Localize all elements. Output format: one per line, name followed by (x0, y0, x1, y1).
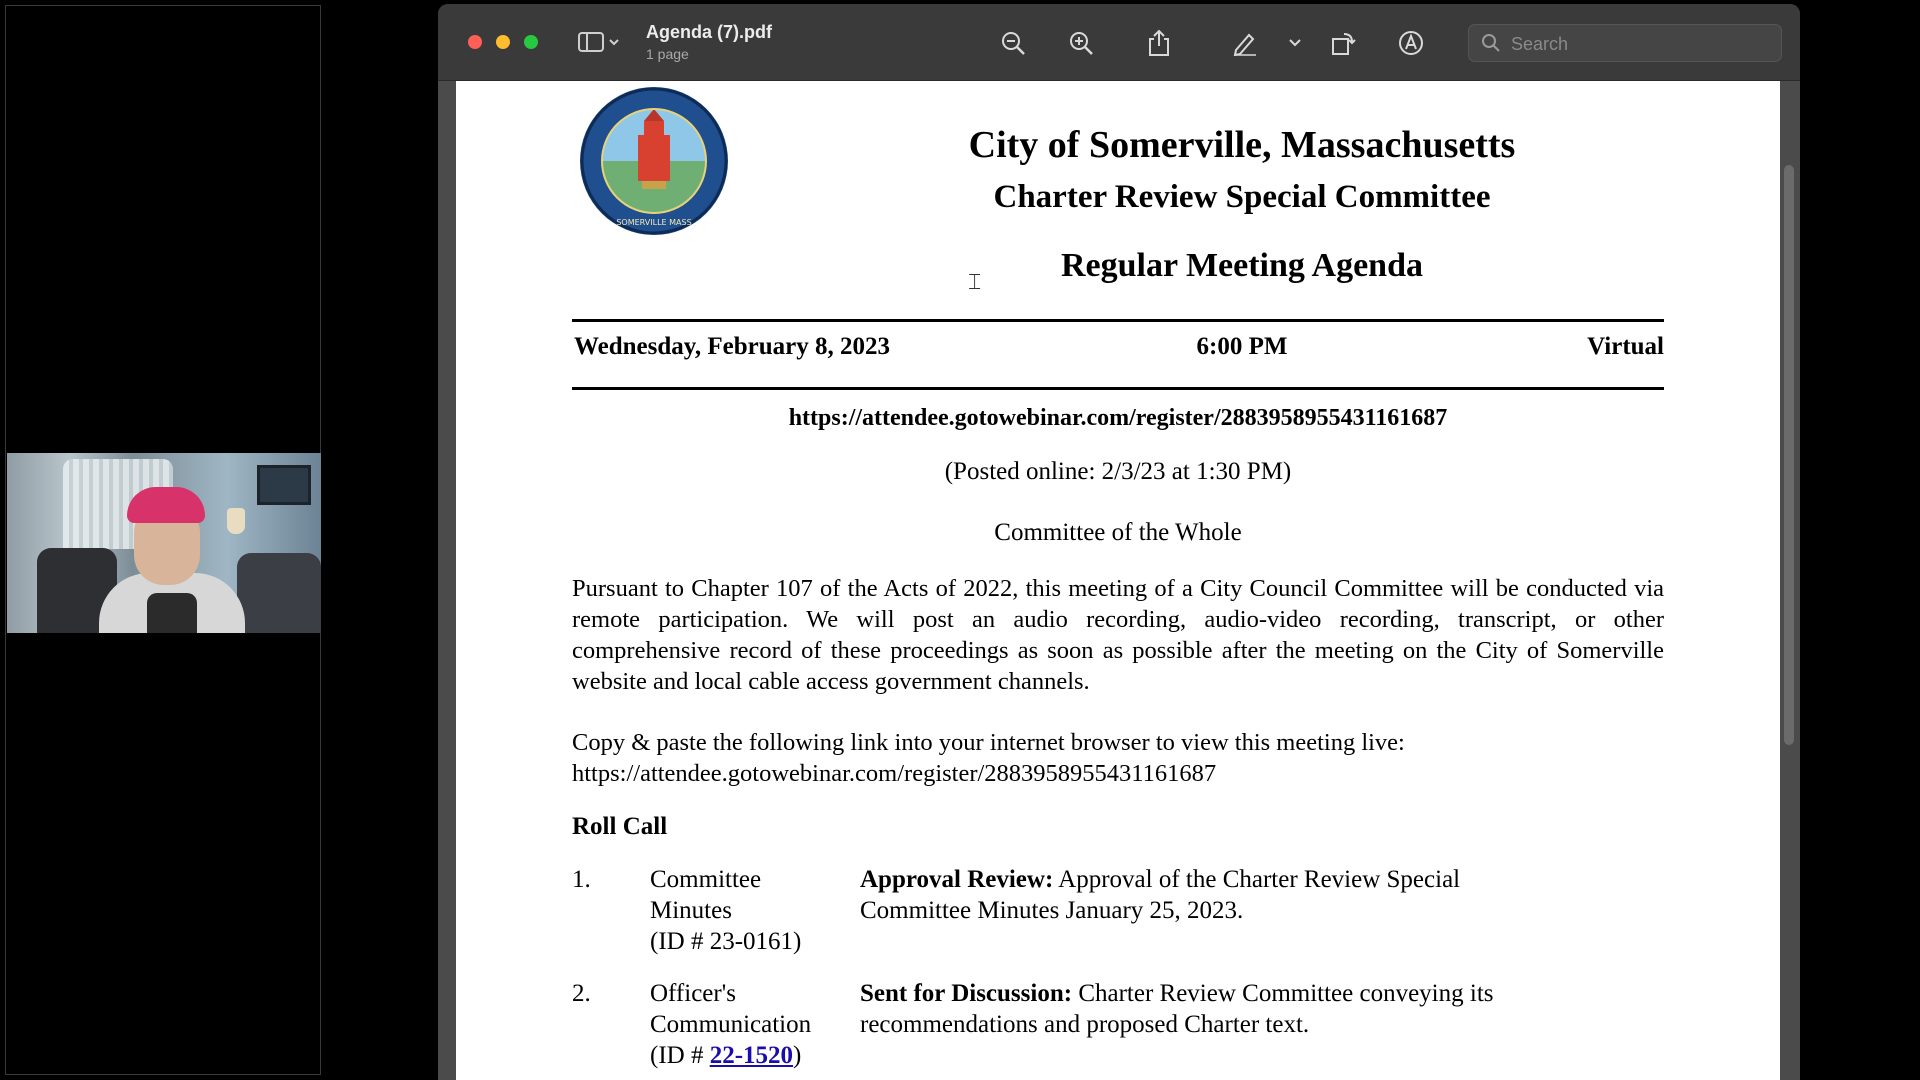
svg-text:SOMERVILLE MASS: SOMERVILLE MASS (616, 218, 692, 227)
maximize-button[interactable] (524, 35, 538, 49)
committee-heading: Charter Review Special Committee (993, 179, 1491, 215)
item-description: Sent for Discussion: Charter Review Committee conveying its recommendations and proposed Charter text. (860, 980, 1494, 1038)
item-type: Officer's Communication (ID # 22-1520) (650, 980, 812, 1069)
close-button[interactable] (468, 35, 482, 49)
rotate-icon[interactable] (1328, 28, 1358, 58)
copy-link-instructions: Copy & paste the following link into your internet browser to view this meeting live: (572, 729, 1405, 756)
divider-bottom (572, 387, 1664, 390)
document-page-count: 1 page (646, 46, 689, 62)
item-number: 2. (572, 980, 591, 1007)
document-viewport[interactable] (438, 81, 1800, 1080)
text-cursor-icon: ⌶ (968, 269, 982, 294)
item-action: Sent for Discussion: (860, 980, 1073, 1007)
item-number: 1. (572, 866, 591, 893)
chevron-down-icon[interactable] (1280, 28, 1310, 58)
posted-note: (Posted online: 2/3/23 at 1:30 PM) (944, 458, 1292, 485)
zoom-out-icon[interactable] (998, 28, 1028, 58)
agenda-heading: Regular Meeting Agenda (1060, 247, 1423, 284)
markup-pen-icon[interactable] (1230, 28, 1260, 58)
sidebar-toggle-icon[interactable] (578, 30, 622, 54)
vertical-scrollbar[interactable] (1784, 165, 1794, 745)
item-id: 23-0161 (709, 928, 794, 955)
preview-window (438, 4, 1800, 1080)
register-url[interactable]: https://attendee.gotowebinar.com/register/2883958955431161687 (788, 405, 1448, 431)
search-input[interactable] (1509, 25, 1773, 63)
roll-call-heading: Roll Call (572, 813, 668, 840)
divider-top (572, 319, 1664, 322)
remote-participation-paragraph: Pursuant to Chapter 107 of the Acts of 2022, this meeting of a City Council Committee will be conducted via remote participation. We will post an audio recording, audio-video recording, transcript, or other comprehensive record of these proceedings as soon as possible after the meeting on the City of Somerville website and local cable access government channels. (572, 575, 1664, 695)
document-title[interactable]: Agenda (7).pdf (646, 22, 772, 42)
zoom-in-icon[interactable] (1066, 28, 1096, 58)
meeting-location: Virtual (1587, 333, 1664, 360)
annotate-icon[interactable] (1396, 28, 1426, 58)
city-heading: City of Somerville, Massachusetts (968, 124, 1516, 166)
title-bar (438, 4, 1800, 81)
webcam-video (7, 453, 321, 633)
item-action: Approval Review: (860, 866, 1054, 893)
item-id-link[interactable]: 22-1520 (709, 1042, 794, 1069)
minimize-button[interactable] (496, 35, 510, 49)
search-icon (1481, 33, 1501, 53)
copy-link-url[interactable]: https://attendee.gotowebinar.com/register/2883958955431161687 (572, 760, 1217, 787)
committee-of-whole: Committee of the Whole (994, 519, 1242, 546)
item-type: Committee Minutes (ID # 23-0161) (650, 866, 802, 955)
share-icon[interactable] (1144, 28, 1174, 58)
pdf-page[interactable] (456, 81, 1780, 1080)
item-description: Approval Review: Approval of the Charter Review Special Committee Minutes January 25, 2023. (860, 866, 1461, 924)
meeting-time: 6:00 PM (1196, 333, 1288, 360)
webcam-panel (5, 5, 321, 1075)
search-field[interactable] (1468, 24, 1782, 62)
meeting-date: Wednesday, February 8, 2023 (574, 333, 890, 360)
